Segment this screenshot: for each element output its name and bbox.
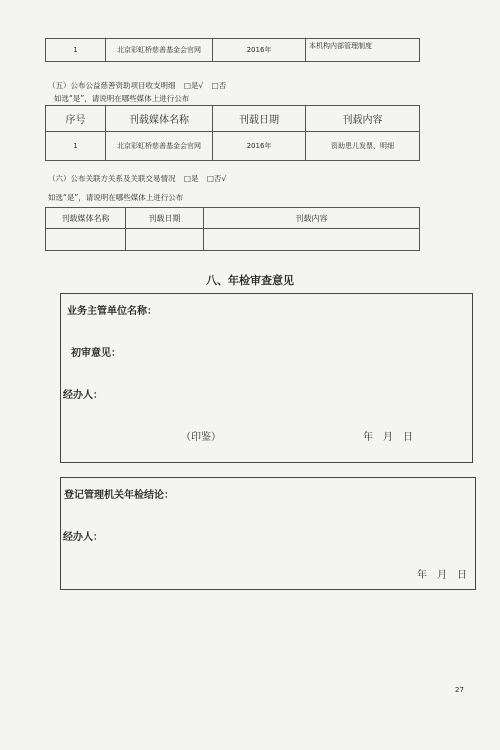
table3-header-date: 刊载日期 [126, 208, 204, 229]
table2-header-no: 序号 [46, 106, 106, 132]
section5-question: （五）公布公益慈善资助项目收支明细 [48, 81, 176, 90]
table2-cell-date: 2016年 [213, 132, 306, 161]
section5-yes-option: □是√ [183, 81, 204, 90]
table-cell-no: 1 [46, 39, 106, 62]
conclusion-label: 登记管理机关年检结论： [64, 490, 174, 501]
initial-opinion-label: 初审意见： [71, 348, 121, 359]
table-cell-date: 2016年 [213, 39, 306, 62]
section6-no-option: □否√ [206, 174, 227, 183]
table3-empty-cell [204, 229, 420, 251]
table2-header-media: 刊载媒体名称 [106, 106, 213, 132]
table2-cell-no: 1 [46, 132, 106, 161]
date-label: 年 月 日 [363, 432, 413, 443]
table3-empty-cell [46, 229, 126, 251]
table2-cell-media: 北京彩虹桥慈善基金会官网 [106, 132, 213, 161]
table3-header-content: 刊载内容 [204, 208, 420, 229]
seal-label: （印鉴） [181, 432, 221, 443]
section8-title: 八、年检审查意见 [206, 274, 294, 287]
table-cell-media: 北京彩虹桥慈善基金会官网 [106, 39, 213, 62]
section6-yes-option: □是 [183, 174, 199, 183]
date-label: 年 月 日 [417, 570, 467, 581]
handler-label: 经办人： [63, 532, 103, 543]
section5-note: 如选“是”，请说明在哪些媒体上进行公布 [54, 94, 190, 103]
section6-note: 如选“是”，请说明在哪些媒体上进行公布 [48, 193, 184, 202]
section6-question: （六）公布关联方关系及关联交易情况 [48, 174, 176, 183]
publication-table-1 [45, 38, 420, 62]
table2-header-date: 刊载日期 [213, 106, 306, 132]
section5-question-line [48, 80, 226, 91]
handler-label: 经办人： [63, 390, 103, 401]
annual-inspection-conclusion-box [60, 477, 476, 590]
review-opinion-box [60, 293, 473, 463]
supervisor-unit-label: 业务主管单位名称： [67, 306, 157, 317]
publication-table-2 [45, 105, 420, 161]
section5-no-option: □否 [211, 81, 227, 90]
table-cell-content: 本机构内部管理制度 [306, 39, 420, 62]
publication-table-3 [45, 207, 420, 251]
table2-header-content: 刊载内容 [306, 106, 420, 132]
section6-question-line [48, 173, 226, 184]
table2-cell-content: 资助患儿发票、明细 [306, 132, 420, 161]
table3-header-media: 刊载媒体名称 [46, 208, 126, 229]
page-number: 27 [455, 686, 464, 694]
table3-empty-cell [126, 229, 204, 251]
